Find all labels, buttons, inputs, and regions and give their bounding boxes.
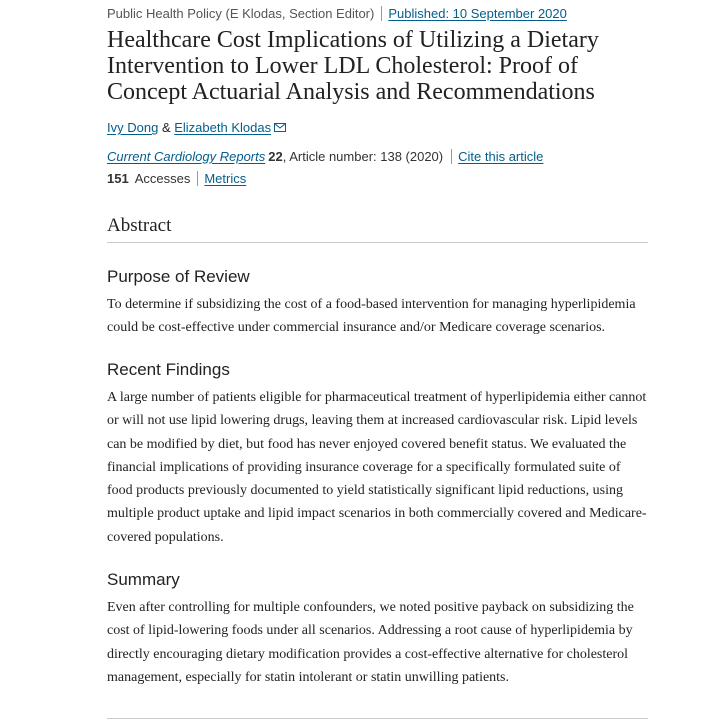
abstract-heading: Abstract xyxy=(107,215,172,236)
author-joiner: & xyxy=(161,120,171,135)
meta-divider xyxy=(381,6,382,21)
findings-text: A large number of patients eligible for pharmaceutical treatment of hyperlipidemia either cannot or will not use lipid lowering drugs, leaving them at increased cardiovascular risk. Lipid levels can be modified by diet, but food has never enjoyed covered benefit status. We evaluated the financial implications of providing insurance coverage for a specifically formulated suite of food products previously documented to yield statistically significant lipid reductions, using multiple product uptake and lipid impact scenarios in both commercially covered and Medicare-covered populations. xyxy=(107,390,647,545)
article-number: , Article number: 138 (2020) xyxy=(282,149,444,164)
summary-heading: Summary xyxy=(107,570,180,589)
purpose-text: To determine if subsidizing the cost of a food-based intervention for managing hyperlipidemia could be cost-effective under commercial insurance and/or Medicare coverage scenarios. xyxy=(107,297,636,336)
cite-article-link[interactable]: Cite this article xyxy=(458,149,544,164)
metrics-link[interactable]: Metrics xyxy=(204,171,247,186)
findings-heading: Recent Findings xyxy=(107,360,230,379)
abstract-divider xyxy=(107,242,648,243)
access-label: Accesses xyxy=(134,171,191,186)
summary-text: Even after controlling for multiple confounders, we noted positive payback on subsidizing the cost of lipid-lowering foods under all scenarios. Addressing a root cause of hyperlipidemia by directly encouraging dietary modification provides a cost-effective alternative for cholesterol management, especially for statin intolerant or statin unwilling patients. xyxy=(107,600,634,685)
access-count: 151 xyxy=(107,171,129,186)
article-meta xyxy=(107,6,567,21)
journal-volume: 22 xyxy=(268,149,283,164)
citation-line xyxy=(107,149,543,164)
article-title: Healthcare Cost Implications of Utilizing a Dietary Intervention to Lower LDL Cholesterol: Proof of Concept Actuarial Analysis and Recommendations xyxy=(107,27,599,105)
mail-icon[interactable] xyxy=(274,123,286,132)
citation-divider xyxy=(451,149,452,164)
metrics-divider xyxy=(197,171,198,186)
author-list xyxy=(107,120,286,135)
journal-link[interactable]: Current Cardiology Reports xyxy=(107,149,266,164)
purpose-heading: Purpose of Review xyxy=(107,267,250,286)
published-date-link[interactable]: Published: 10 September 2020 xyxy=(388,6,567,21)
metrics-line xyxy=(107,171,246,186)
section-label: Public Health Policy (E Klodas, Section Editor) xyxy=(107,6,375,21)
author-link-1[interactable]: Ivy Dong xyxy=(107,120,159,135)
author-link-2[interactable]: Elizabeth Klodas xyxy=(174,120,272,135)
bottom-divider xyxy=(107,718,648,719)
